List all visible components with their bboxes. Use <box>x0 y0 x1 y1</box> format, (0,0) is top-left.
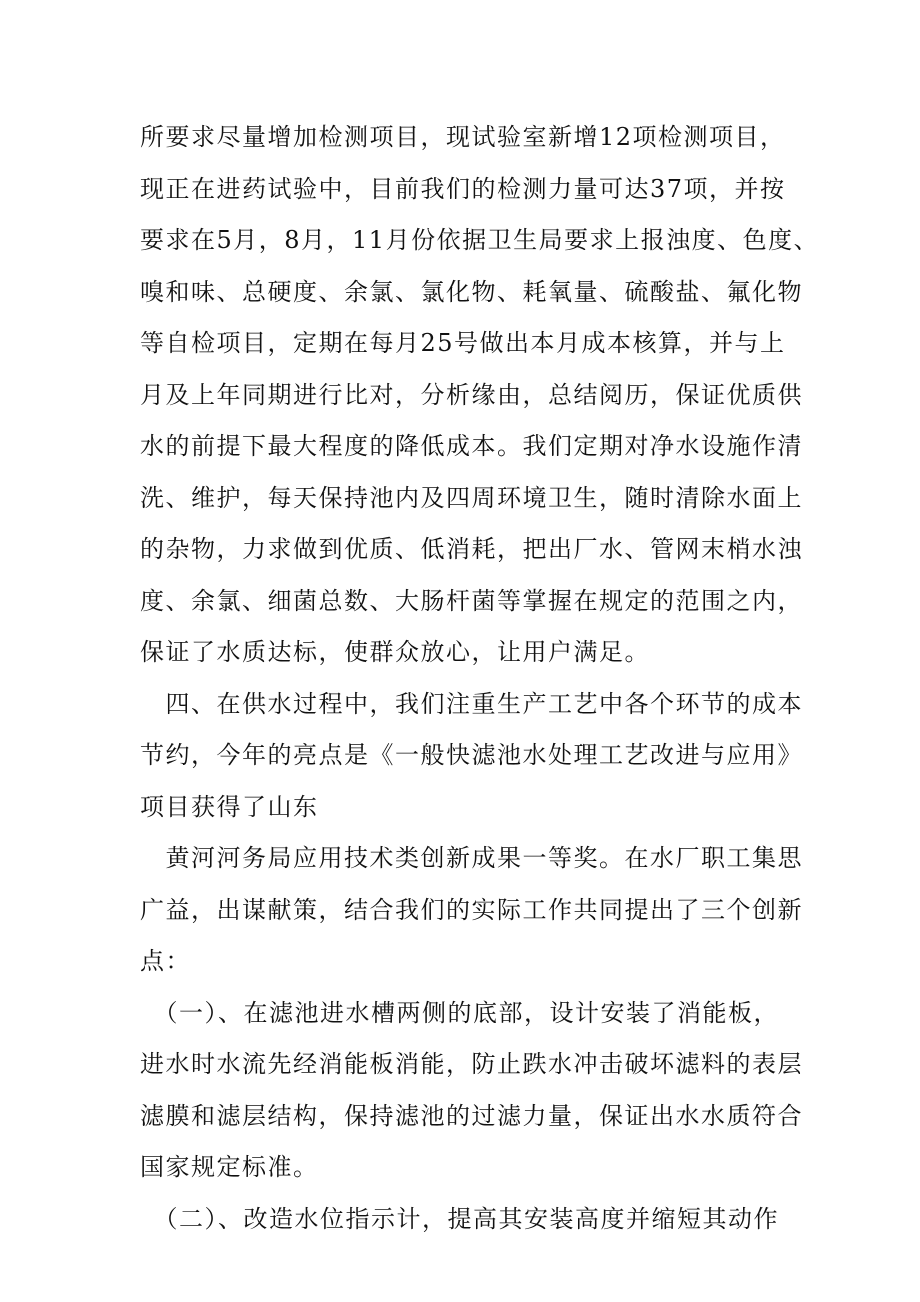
text-line-9: 的杂物，力求做到优质、低消耗，把出厂水、管网末梢水浊 <box>140 535 803 563</box>
text-line-1: 所要求尽量增加检测项目，现试验室新增12项检测项目， <box>140 123 786 151</box>
text-line-6: 月及上年同期进行比对，分析缘由，总结阅历，保证优质供 <box>140 380 803 409</box>
text-line-5: 等自检项目，定期在每月25号做出本月成本核算，并与上 <box>140 329 786 357</box>
text-line-13: 节约，今年的亮点是《一般快滤池水处理工艺改进与应用》 <box>140 741 803 769</box>
text-line-15: 黄河河务局应用技术类创新成果一等奖。在水厂职工集思 <box>140 844 803 872</box>
text-line-17: 点： <box>140 947 191 975</box>
document-body <box>140 112 820 1245</box>
text-line-18: （一）、在滤池进水槽两侧的底部，设计安装了消能板， <box>140 998 779 1027</box>
text-line-19: 进水时水流先经消能板消能，防止跌水冲击破坏滤料的表层 <box>140 1050 803 1078</box>
text-line-22: （二）、改造水位指示计，提高其安装高度并缩短其动作 <box>140 1204 779 1233</box>
text-line-11: 保证了水质达标，使群众放心，让用户满足。 <box>140 638 650 666</box>
text-line-2: 现正在进药试验中，目前我们的检测力量可达37项，并按 <box>140 174 786 203</box>
text-line-7: 水的前提下最大程度的降低成本。我们定期对净水设施作清 <box>140 432 803 460</box>
text-line-8: 洗、维护，每天保持池内及四周环境卫生，随时清除水面上 <box>140 483 803 512</box>
text-line-12: 四、在供水过程中，我们注重生产工艺中各个环节的成本 <box>140 689 803 718</box>
text-line-4: 嗅和味、总硬度、余氯、氯化物、耗氧量、硫酸盐、氟化物 <box>140 277 803 306</box>
text-line-16: 广益，出谋献策，结合我们的实际工作共同提出了三个创新 <box>140 895 803 924</box>
text-line-20: 滤膜和滤层结构，保持滤池的过滤力量，保证出水水质符合 <box>140 1101 803 1130</box>
text-line-3: 要求在5月，8月，11月份依据卫生局要求上报浊度、色度、 <box>140 226 820 254</box>
text-line-21: 国家规定标准。 <box>140 1153 319 1181</box>
text-line-10: 度、余氯、细菌总数、大肠杆菌等掌握在规定的范围之内， <box>140 586 803 615</box>
text-line-14: 项目获得了山东 <box>140 792 319 821</box>
